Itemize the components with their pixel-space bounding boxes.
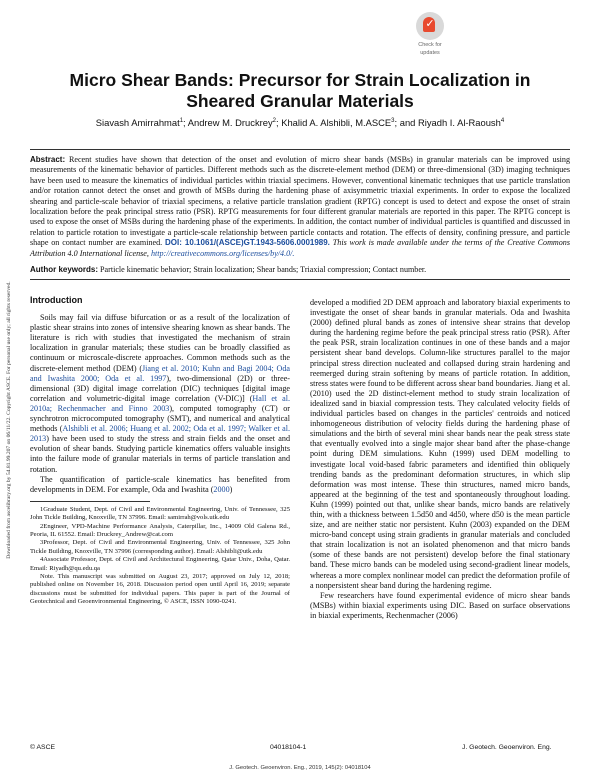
author: Siavash Amirrahmat <box>95 117 180 128</box>
footer-right: J. Geotech. Geoenviron. Eng. <box>462 744 552 751</box>
citation-link[interactable]: Jiang et al. 2010; Kuhn and Bagi 2004; Oda and Iwashita 2000; Oda et al. 1997 <box>30 363 290 383</box>
footnote: 2Engineer, VPD-Machine Performance Analysis, Caterpillar, Inc., 14009 Old Galena Rd., Peoria, IL 61552. Email: Druckrey_Andrew@cat.com <box>30 522 290 538</box>
abstract <box>30 155 570 259</box>
download-notice: Downloaded from ascelibrary.org by 54.81.99.207 on 06/11/22. Copyright ASCE. For personal use only; all rights reserved. <box>6 281 12 559</box>
check-for-updates-badge[interactable] <box>412 12 448 64</box>
left-column <box>30 295 290 607</box>
author: Khalid A. Alshibli, M.ASCE <box>281 117 392 128</box>
author-list: Siavash Amirrahmat$^1$; Andrew M. Druckrey$^2$; Khalid A. Alshibli, M.ASCE$^3$; and Riyadh I. Al-Raoush$^4$ <box>95 117 505 128</box>
keywords-text: Particle kinematic behavior; Strain localization; Shear bands; Triaxial compression; Contact number. <box>100 265 427 274</box>
section-heading: Introduction <box>30 295 83 305</box>
badge-line1: Check for <box>418 42 442 48</box>
badge-line2: updates <box>420 50 440 56</box>
footer-center: 04018104-1 <box>270 744 307 751</box>
citation-link[interactable]: Alshibli et al. 2006; Huang et al. 2002; Oda et al. 1997; Walker et al. 2013 <box>30 424 290 444</box>
keywords <box>30 265 570 275</box>
keywords-label: Author keywords: <box>30 265 99 274</box>
citation-link[interactable]: 2000 <box>213 484 230 494</box>
footnote-rule <box>30 501 150 502</box>
divider <box>30 149 570 150</box>
intro-paragraph-1: Soils may fail via diffuse bifurcation or as a result of the localization of plastic shear strains into zones of intensive shearing known as shear bands. The literature is rich with studies that investigated the mechanism of strain localization in granular materials; these studies can be broadly classified as continuum or microscale-discrete approaches. Common methods such as the discrete-element method (DEM) (Jiang et al. 2010; Kuhn and Bagi 2004; Oda and Iwashita 2000; Oda et al. 1997), two-dimensional (2D) or three-dimensional (3D) digital image correlation (DIC) techniques [digital image correlation and volumetric-digital image correlation (V-DIC)] (Hall et al. 2010a; Rechenmacher and Finno 2003), computed tomography (CT) or synchrotron microcomputed tomography (SMT), and numerical and analytical methods (Alshibli et al. 2006; Huang et al. 2002; Oda et al. 1997; Walker et al. 2013) have been used to study the stress and strain fields and the onset and evolution of shear bands. Studying particle kinematics offers valuable insights into the failure mode of granular materials in terms of particle translation and rotation. <box>30 313 291 474</box>
footnote: 1Graduate Student, Dept. of Civil and Environmental Engineering, Univ. of Tennessee, 325 John Tickle Building, Knoxville, TN 37996. Email: samirrah@vols.utk.edu <box>30 505 290 522</box>
doi-link[interactable]: DOI: 10.1061/(ASCE)GT.1943-5606.0001989. <box>165 238 330 248</box>
body-paragraph: Few researchers have found experimental evidence of micro shear bands (MSBs) within biaxial experiments using DIC. Based on surface observations in biaxial experiments, Rechenmacher (2006) <box>310 590 570 620</box>
right-column <box>310 298 570 621</box>
intro-paragraph-2: The quantification of particle-scale kinematics has benefited from developments in DEM. For example, Oda and Iwashita (2000) <box>30 474 290 494</box>
citation-link[interactable]: Hall et al. 2010a; Rechenmacher and Finno 2003 <box>30 393 291 413</box>
divider <box>30 279 570 280</box>
body-paragraph: developed a modified 2D DEM approach and laboratory biaxial experiments to investigate the onset of shear bands in granular materials. Oda and Iwashita (2000) defined plural bands as zones of intensive shear strains that develop during the hardening regime before the peak principal stress ratio (PSR). After the peak PSR, strain localization continues in one of these bands and a major persistent shear band develops. Column-like structures parallel to the major principal stress direction nucleated and collapsed during strain hardening and reemerged during strain softening by means of particle rotation. In addition, stress states were found to be different across shear band boundaries. Jiang et al. (2010) used the 2D distinct-element method to study strain localization of idealized sand in biaxial compression tests. They calculated velocity fields of individual particles based on changes in the particles' centroids and noticed inhomogeneous distribution of velocity fields during the hardening phase of simulations and the birth of several mini shear bands near the peak stress state that eventually evolved into a single major shear band after the phase-change point during DEM simulations. Kuhn (1999) used DEM modelling to investigate local void-based fabric parameters and identified thin obliquely trending bands as the predominant deformation structures, in which slip deformation was most intense. These thin structures, named micro bands, appeared at the beginning of the test and spontaneously throughout loading. Kuhn (1999) pointed out that, unlike shear bands, micro bands are relatively thin, with a thickness between 1.5d50 and 4d50, where d50 is the mean particle size, and are neither static nor persistent. Kuhn (2003) expanded on the DEM micro-band concept using strain gradients in granular materials and concluded that strain localization is not an isolated phenomenon and that micro bands (some of these bands are not persistent) develop before the final stationary band. These micro bands can be modeled using second-gradient linear models, whereas a more complex nonlinear model can predict the deformation profile of a nonpersistent shear band during the hardening regime. <box>310 298 570 590</box>
citation-line: J. Geotech. Geoenviron. Eng., 2019, 145(2): 04018104 <box>229 765 371 771</box>
author: Riyadh I. Al-Raoush <box>417 117 501 128</box>
bookmark-icon <box>416 12 444 40</box>
abstract-label: Abstract: <box>30 155 66 164</box>
abstract-text: Recent studies have shown that detection of the onset and evolution of micro shear bands (MSBs) in granular materials can be improved using measurements of the kinematic behavior of particles. Different methods such as the discrete-element method (DEM) or three-dimensional (3D) imaging techniques have been used to measure the kinematics of individual particles within triaxial specimens. However, conventional kinematic techniques that use particle translation and/or rotation cannot detect the onset and growth of MSBs during the hardening phase of axisymmetric triaxial experiments. In order to expose the localized shearing and particle-scale behavior of triaxial specimens, a relative particle translation gradient (RPTG) concept is used to detect and expose the onset of strain localization before the peak principal stress ratio (PSR). RPTG measurements for four different granular materials are reported in this paper. The RPTG concept is used to expose the onset of MSBs during the hardening phase of the experiments. In addition, the contact number of individual particles is quantified and discussed in relation to particle rotation to investigate a particle-scale relationship between particle contacts and rotation. The effects of density, confining pressure, and particle shape on contact number are examined. <box>30 155 570 248</box>
footnote: 4Associate Professor, Dept. of Civil and Architectural Engineering, Qatar Univ., Doha, Qatar. Email: Riyadh@qu.edu.qa <box>30 556 290 572</box>
license-link[interactable]: http://creativecommons.org/licenses/by/4.0/. <box>150 248 295 258</box>
download-sidebar <box>3 140 15 700</box>
footnote: 3Professor, Dept. of Civil and Environmental Engineering, Univ. of Tennessee, 325 John Tickle Building, Knoxville, TN 37996 (corresponding author). Email: Alshibli@utk.edu <box>30 539 290 555</box>
author: Andrew M. Druckrey <box>187 117 273 128</box>
footnote: Note. This manuscript was submitted on August 23, 2017; approved on July 12, 2018; published online on November 16, 2018. Discussion period open until April 16, 2019; separate discussions must be submitted for individual papers. This paper is part of the Journal of Geotechnical and Geoenvironmental Engineering, © ASCE, ISSN 1090-0241. <box>30 573 290 606</box>
paper-title: Micro Shear Bands: Precursor for Strain Localization in Sheared Granular Materials <box>69 70 531 111</box>
license-text: This work is made available under the terms of the Creative Commons Attribution 4.0 International license, <box>30 238 571 258</box>
footer-left: © ASCE <box>30 744 56 751</box>
